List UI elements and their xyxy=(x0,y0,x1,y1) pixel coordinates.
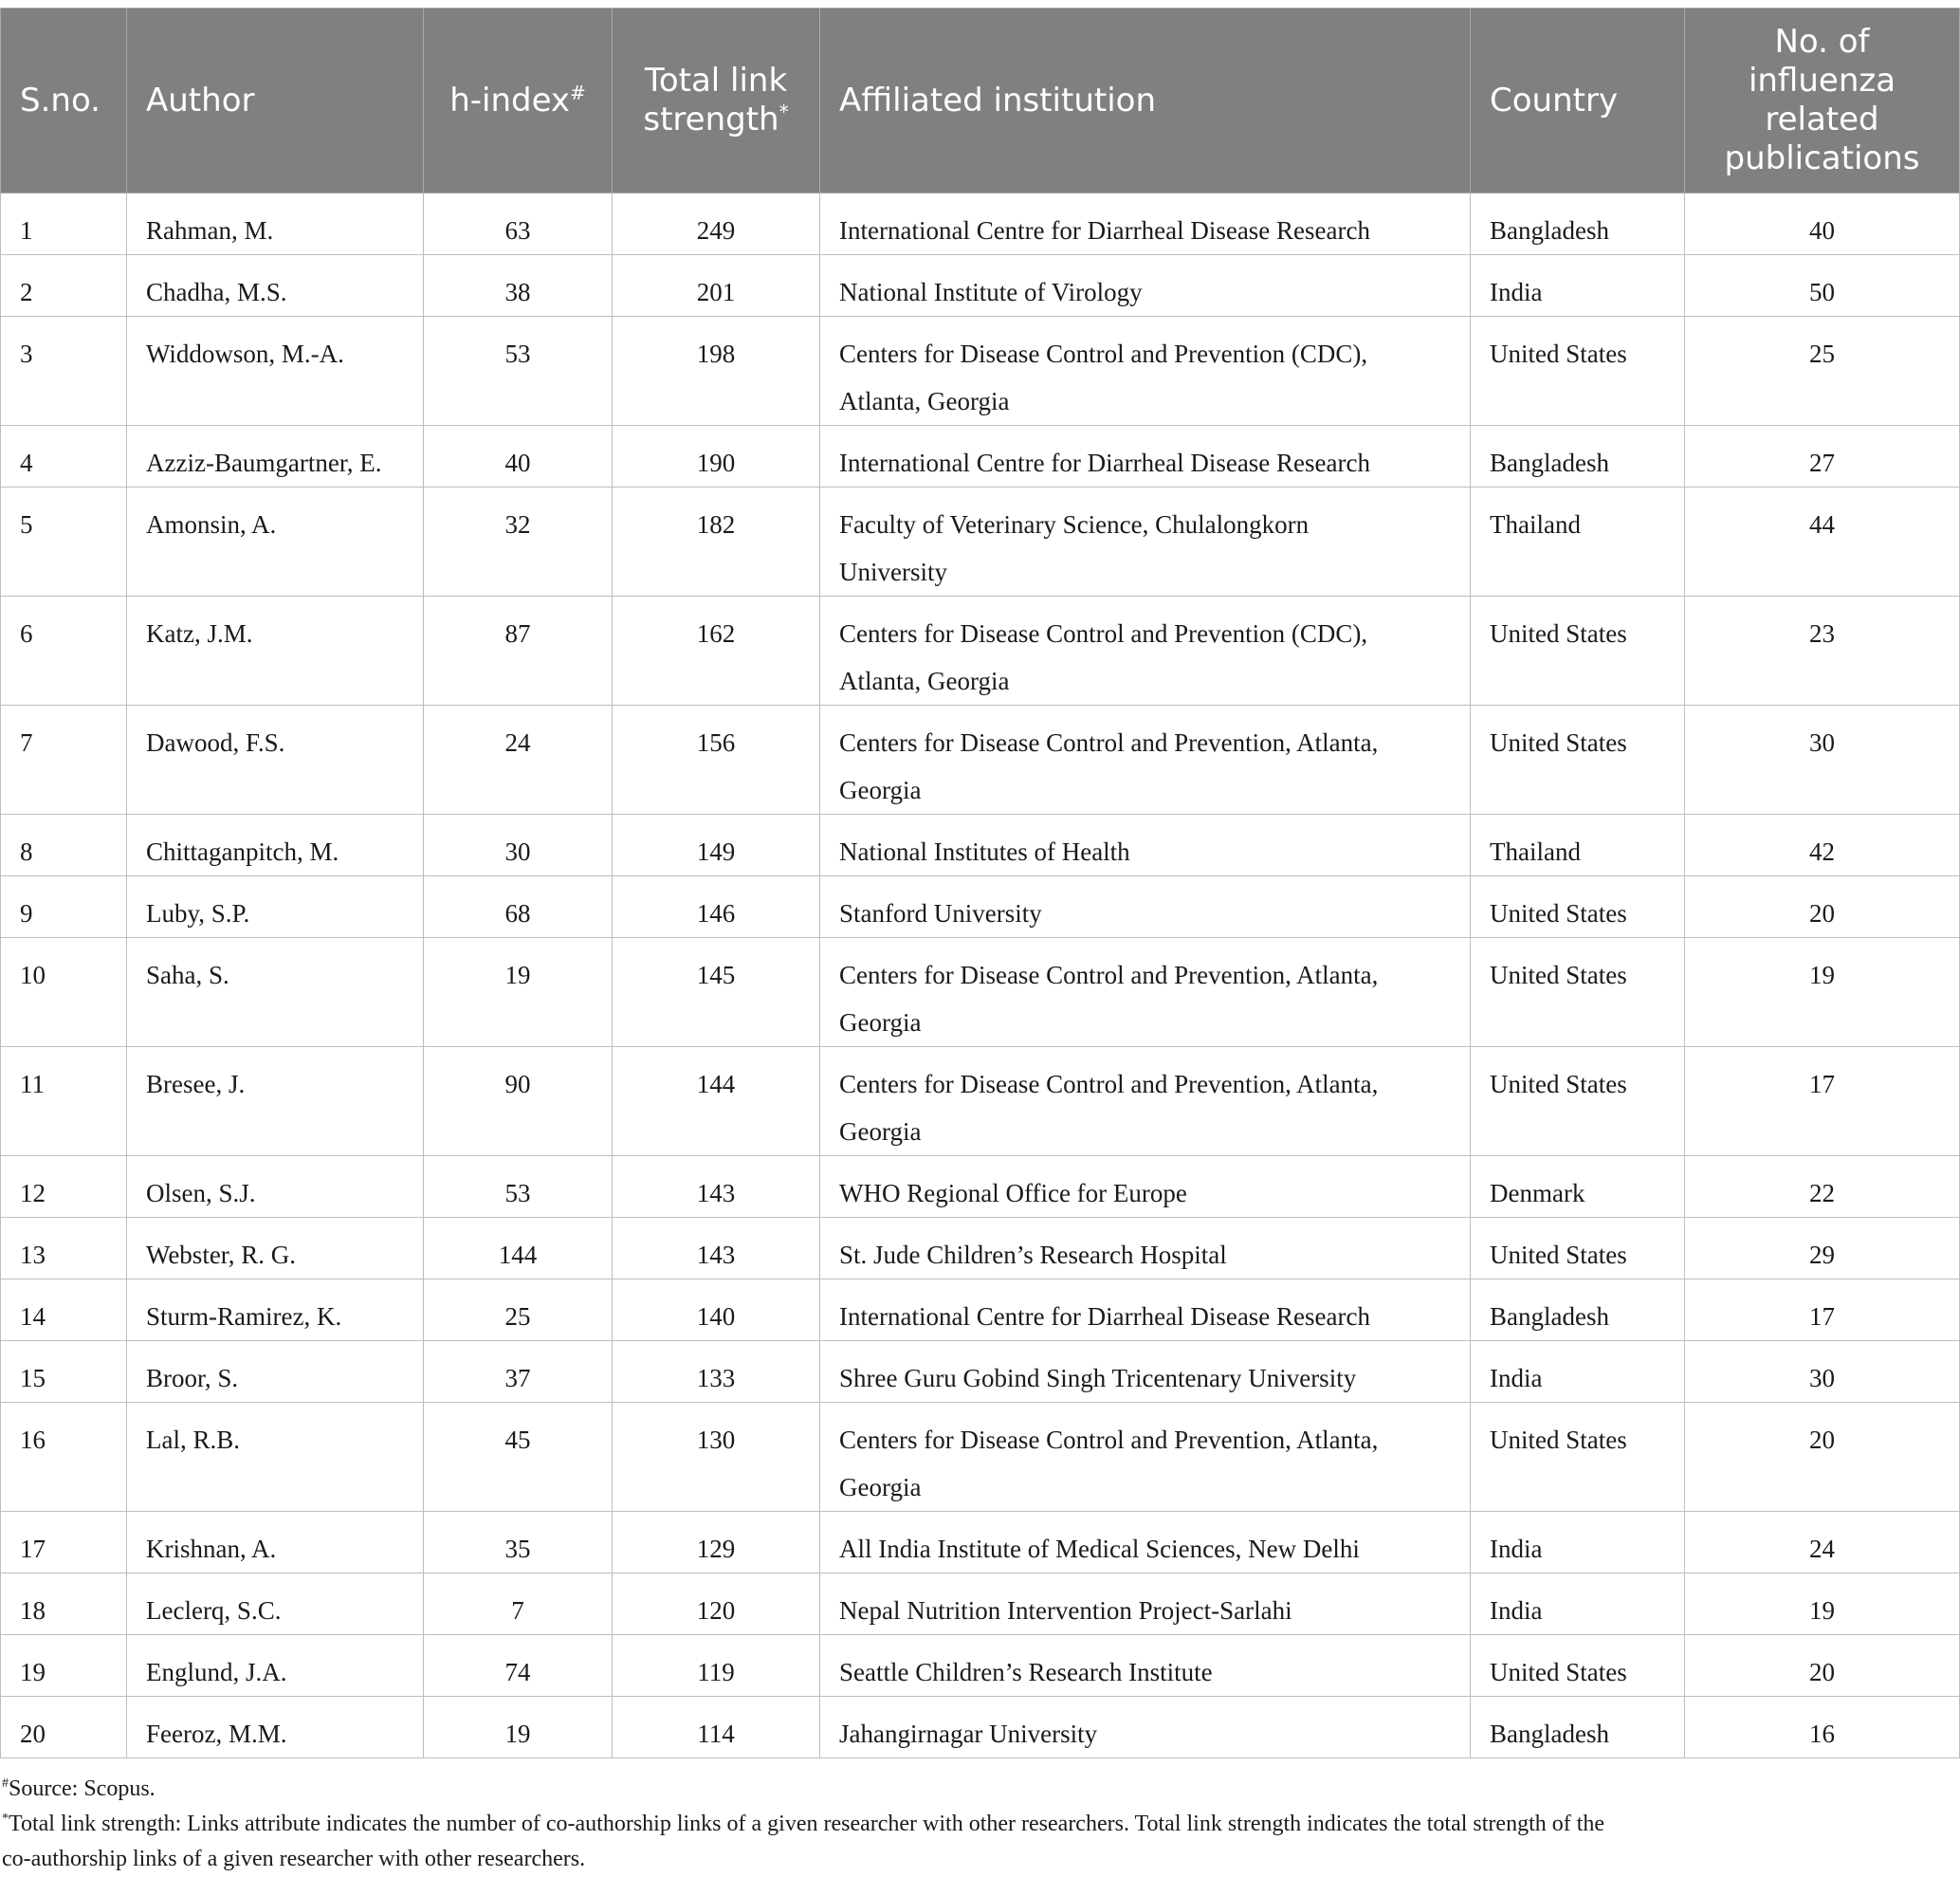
cell-country: United States xyxy=(1471,1047,1685,1156)
cell-author: Luby, S.P. xyxy=(127,876,424,938)
cell-author: Feeroz, M.M. xyxy=(127,1697,424,1758)
cell-author: Webster, R. G. xyxy=(127,1218,424,1279)
table-row xyxy=(1,1279,1960,1341)
cell-country: India xyxy=(1471,255,1685,317)
cell-total-link-strength: 140 xyxy=(613,1279,820,1341)
cell-total-link-strength: 129 xyxy=(613,1512,820,1573)
cell-total-link-strength: 190 xyxy=(613,426,820,488)
cell-country: Bangladesh xyxy=(1471,1279,1685,1341)
cell-publications: 29 xyxy=(1685,1218,1960,1279)
cell-publications: 17 xyxy=(1685,1279,1960,1341)
cell-institution: Centers for Disease Control and Prevention, Atlanta, Georgia xyxy=(820,1403,1471,1512)
cell-total-link-strength: 149 xyxy=(613,815,820,876)
table-row xyxy=(1,876,1960,938)
cell-country: Bangladesh xyxy=(1471,1697,1685,1758)
cell-total-link-strength: 133 xyxy=(613,1341,820,1403)
table-row xyxy=(1,1218,1960,1279)
cell-total-link-strength: 120 xyxy=(613,1573,820,1635)
cell-author: Lal, R.B. xyxy=(127,1403,424,1512)
hindex-footnote-mark: # xyxy=(570,81,586,104)
cell-sno: 10 xyxy=(1,938,127,1047)
cell-sno: 16 xyxy=(1,1403,127,1512)
cell-country: Thailand xyxy=(1471,488,1685,597)
table-row xyxy=(1,1512,1960,1573)
cell-institution: Shree Guru Gobind Singh Tricentenary University xyxy=(820,1341,1471,1403)
footnotes xyxy=(0,1758,1960,1877)
cell-country: United States xyxy=(1471,317,1685,426)
table-row xyxy=(1,1341,1960,1403)
cell-hindex: 35 xyxy=(424,1512,613,1573)
cell-author: Broor, S. xyxy=(127,1341,424,1403)
table-row xyxy=(1,1573,1960,1635)
cell-country: Bangladesh xyxy=(1471,426,1685,488)
cell-hindex: 25 xyxy=(424,1279,613,1341)
cell-sno: 13 xyxy=(1,1218,127,1279)
cell-institution: Centers for Disease Control and Prevention, Atlanta, Georgia xyxy=(820,706,1471,815)
table-row xyxy=(1,255,1960,317)
table-row xyxy=(1,706,1960,815)
cell-author: Bresee, J. xyxy=(127,1047,424,1156)
cell-publications: 23 xyxy=(1685,597,1960,706)
cell-institution: Centers for Disease Control and Prevention (CDC), Atlanta, Georgia xyxy=(820,597,1471,706)
table-container xyxy=(0,8,1960,1877)
cell-author: Chadha, M.S. xyxy=(127,255,424,317)
cell-total-link-strength: 198 xyxy=(613,317,820,426)
cell-country: Thailand xyxy=(1471,815,1685,876)
cell-publications: 16 xyxy=(1685,1697,1960,1758)
cell-country: United States xyxy=(1471,938,1685,1047)
cell-country: India xyxy=(1471,1512,1685,1573)
cell-total-link-strength: 114 xyxy=(613,1697,820,1758)
cell-country: India xyxy=(1471,1573,1685,1635)
cell-total-link-strength: 145 xyxy=(613,938,820,1047)
authors-table xyxy=(0,8,1960,1758)
cell-author: Leclerq, S.C. xyxy=(127,1573,424,1635)
cell-sno: 8 xyxy=(1,815,127,876)
table-row xyxy=(1,1156,1960,1218)
cell-sno: 19 xyxy=(1,1635,127,1697)
header-institution: Affiliated institution xyxy=(820,9,1471,193)
cell-total-link-strength: 182 xyxy=(613,488,820,597)
cell-total-link-strength: 143 xyxy=(613,1156,820,1218)
cell-institution: Seattle Children’s Research Institute xyxy=(820,1635,1471,1697)
cell-institution: WHO Regional Office for Europe xyxy=(820,1156,1471,1218)
cell-publications: 50 xyxy=(1685,255,1960,317)
cell-hindex: 63 xyxy=(424,193,613,255)
cell-institution: All India Institute of Medical Sciences, New Delhi xyxy=(820,1512,1471,1573)
cell-publications: 22 xyxy=(1685,1156,1960,1218)
cell-hindex: 53 xyxy=(424,317,613,426)
table-row xyxy=(1,815,1960,876)
cell-institution: Faculty of Veterinary Science, Chulalongkorn University xyxy=(820,488,1471,597)
cell-sno: 6 xyxy=(1,597,127,706)
cell-sno: 1 xyxy=(1,193,127,255)
cell-author: Chittaganpitch, M. xyxy=(127,815,424,876)
cell-country: Denmark xyxy=(1471,1156,1685,1218)
cell-sno: 15 xyxy=(1,1341,127,1403)
cell-country: United States xyxy=(1471,597,1685,706)
table-row xyxy=(1,1697,1960,1758)
table-row xyxy=(1,317,1960,426)
cell-hindex: 32 xyxy=(424,488,613,597)
table-row xyxy=(1,938,1960,1047)
cell-author: Amonsin, A. xyxy=(127,488,424,597)
cell-sno: 7 xyxy=(1,706,127,815)
cell-author: Krishnan, A. xyxy=(127,1512,424,1573)
cell-hindex: 30 xyxy=(424,815,613,876)
table-row xyxy=(1,488,1960,597)
cell-country: India xyxy=(1471,1341,1685,1403)
cell-country: United States xyxy=(1471,706,1685,815)
cell-publications: 19 xyxy=(1685,938,1960,1047)
cell-hindex: 19 xyxy=(424,938,613,1047)
header-author: Author xyxy=(127,9,424,193)
cell-author: Katz, J.M. xyxy=(127,597,424,706)
cell-sno: 3 xyxy=(1,317,127,426)
cell-hindex: 53 xyxy=(424,1156,613,1218)
cell-publications: 30 xyxy=(1685,706,1960,815)
cell-institution: Centers for Disease Control and Prevention (CDC), Atlanta, Georgia xyxy=(820,317,1471,426)
cell-institution: Jahangirnagar University xyxy=(820,1697,1471,1758)
cell-total-link-strength: 146 xyxy=(613,876,820,938)
cell-total-link-strength: 201 xyxy=(613,255,820,317)
cell-publications: 20 xyxy=(1685,1635,1960,1697)
cell-total-link-strength: 144 xyxy=(613,1047,820,1156)
header-row xyxy=(1,9,1960,193)
cell-author: Olsen, S.J. xyxy=(127,1156,424,1218)
table-row xyxy=(1,1403,1960,1512)
cell-author: Sturm-Ramirez, K. xyxy=(127,1279,424,1341)
footnote-total-link-strength: *Total link strength: Links attribute indicates the number of co-authorship links of a given researcher with other researchers. Total link strength indicates the total strength of the co-authorship links of a given researcher with other researchers. xyxy=(2,1812,1605,1871)
cell-author: Dawood, F.S. xyxy=(127,706,424,815)
cell-total-link-strength: 119 xyxy=(613,1635,820,1697)
cell-author: Rahman, M. xyxy=(127,193,424,255)
header-total-link-strength: Total link strength* xyxy=(613,9,820,193)
cell-country: United States xyxy=(1471,1635,1685,1697)
cell-publications: 44 xyxy=(1685,488,1960,597)
cell-publications: 25 xyxy=(1685,317,1960,426)
cell-institution: International Centre for Diarrheal Disease Research xyxy=(820,426,1471,488)
cell-total-link-strength: 249 xyxy=(613,193,820,255)
cell-publications: 17 xyxy=(1685,1047,1960,1156)
cell-country: United States xyxy=(1471,1218,1685,1279)
cell-hindex: 38 xyxy=(424,255,613,317)
cell-sno: 2 xyxy=(1,255,127,317)
cell-sno: 9 xyxy=(1,876,127,938)
cell-hindex: 87 xyxy=(424,597,613,706)
cell-total-link-strength: 130 xyxy=(613,1403,820,1512)
header-hindex: h-index# xyxy=(424,9,613,193)
cell-sno: 5 xyxy=(1,488,127,597)
cell-institution: Stanford University xyxy=(820,876,1471,938)
cell-publications: 42 xyxy=(1685,815,1960,876)
cell-sno: 17 xyxy=(1,1512,127,1573)
cell-hindex: 37 xyxy=(424,1341,613,1403)
cell-publications: 30 xyxy=(1685,1341,1960,1403)
cell-country: United States xyxy=(1471,876,1685,938)
cell-sno: 20 xyxy=(1,1697,127,1758)
cell-author: Englund, J.A. xyxy=(127,1635,424,1697)
cell-hindex: 24 xyxy=(424,706,613,815)
cell-author: Widdowson, M.-A. xyxy=(127,317,424,426)
header-country: Country xyxy=(1471,9,1685,193)
cell-hindex: 144 xyxy=(424,1218,613,1279)
cell-sno: 11 xyxy=(1,1047,127,1156)
cell-publications: 24 xyxy=(1685,1512,1960,1573)
cell-publications: 27 xyxy=(1685,426,1960,488)
cell-institution: International Centre for Diarrheal Disease Research xyxy=(820,1279,1471,1341)
table-row xyxy=(1,597,1960,706)
cell-publications: 20 xyxy=(1685,876,1960,938)
cell-publications: 19 xyxy=(1685,1573,1960,1635)
tls-footnote-mark: * xyxy=(779,101,789,123)
cell-hindex: 68 xyxy=(424,876,613,938)
cell-author: Saha, S. xyxy=(127,938,424,1047)
cell-author: Azziz-Baumgartner, E. xyxy=(127,426,424,488)
cell-country: United States xyxy=(1471,1403,1685,1512)
table-row xyxy=(1,1047,1960,1156)
table-row xyxy=(1,1635,1960,1697)
cell-publications: 20 xyxy=(1685,1403,1960,1512)
cell-total-link-strength: 156 xyxy=(613,706,820,815)
header-publications: No. of influenza related publications xyxy=(1685,9,1960,193)
cell-institution: National Institutes of Health xyxy=(820,815,1471,876)
cell-hindex: 74 xyxy=(424,1635,613,1697)
table-row xyxy=(1,193,1960,255)
table-row xyxy=(1,426,1960,488)
cell-hindex: 19 xyxy=(424,1697,613,1758)
cell-institution: Centers for Disease Control and Prevention, Atlanta, Georgia xyxy=(820,938,1471,1047)
cell-sno: 14 xyxy=(1,1279,127,1341)
table-body xyxy=(1,193,1960,1758)
header-sno: S.no. xyxy=(1,9,127,193)
cell-sno: 4 xyxy=(1,426,127,488)
cell-hindex: 90 xyxy=(424,1047,613,1156)
cell-publications: 40 xyxy=(1685,193,1960,255)
cell-sno: 12 xyxy=(1,1156,127,1218)
cell-institution: St. Jude Children’s Research Hospital xyxy=(820,1218,1471,1279)
cell-institution: Nepal Nutrition Intervention Project-Sarlahi xyxy=(820,1573,1471,1635)
cell-hindex: 45 xyxy=(424,1403,613,1512)
cell-institution: Centers for Disease Control and Prevention, Atlanta, Georgia xyxy=(820,1047,1471,1156)
cell-sno: 18 xyxy=(1,1573,127,1635)
cell-hindex: 40 xyxy=(424,426,613,488)
cell-hindex: 7 xyxy=(424,1573,613,1635)
cell-institution: National Institute of Virology xyxy=(820,255,1471,317)
cell-institution: International Centre for Diarrheal Disease Research xyxy=(820,193,1471,255)
cell-total-link-strength: 162 xyxy=(613,597,820,706)
cell-total-link-strength: 143 xyxy=(613,1218,820,1279)
cell-country: Bangladesh xyxy=(1471,193,1685,255)
footnote-source: #Source: Scopus. xyxy=(2,1776,156,1801)
